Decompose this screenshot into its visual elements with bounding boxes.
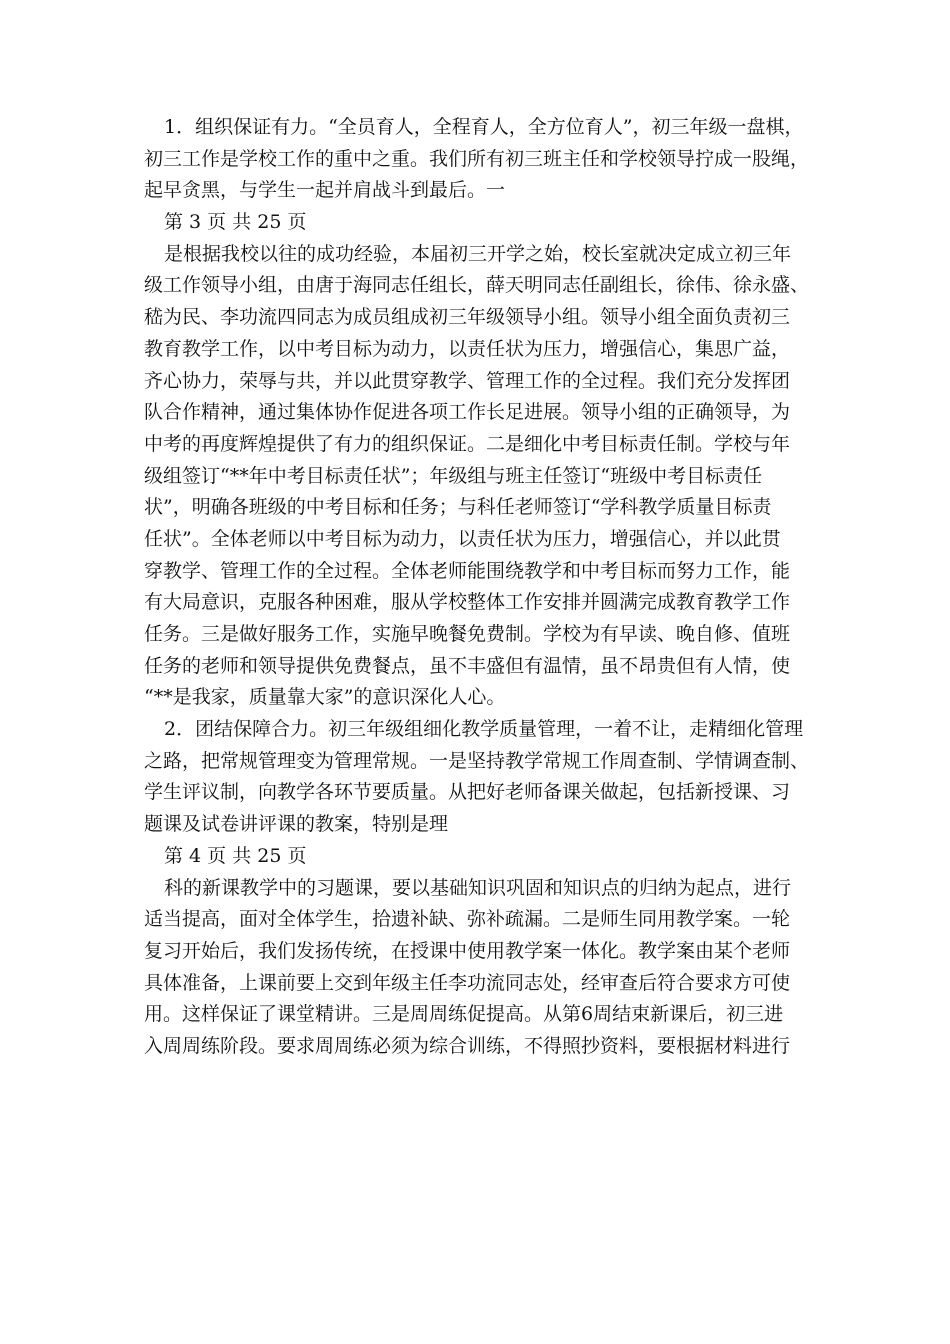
text-line: 1．组织保证有力。“全员育人，全程育人，全方位育人”，初三年级一盘棋， xyxy=(164,116,804,138)
text-line: 用。这样保证了课堂精讲。三是周周练促提高。从第6周结束新课后，初三进 xyxy=(144,1003,784,1026)
text-line: 学生评议制，向教学各环节要质量。从把好老师备课关做起，包括新授课、习 xyxy=(144,781,791,804)
text-line: 科的新课教学中的习题课，要以基础知识巩固和知识点的归纳为起点，进行 xyxy=(164,876,792,899)
text-line: 复习开始后，我们发扬传统，在授课中使用教学案一体化。教学案由某个老师 xyxy=(144,939,791,962)
text-line: 入周周练阶段。要求周周练必须为综合训练，不得照抄资料，要根据材料进行 xyxy=(144,1034,791,1057)
text-line: 起早贪黑，与学生一起并肩战斗到最后。一 xyxy=(144,179,506,202)
text-line: 级组签订“**年中考目标责任状”；年级组与班主任签订“班级中考目标责任 xyxy=(144,464,763,487)
text-line: 齐心协力，荣辱与共，并以此贯穿教学、管理工作的全过程。我们充分发挥团 xyxy=(144,369,791,392)
page-number-footer: 第 4 页 共 25 页 xyxy=(164,844,307,867)
text-line: 具体准备，上课前要上交到年级主任李功流同志处，经审查后符合要求方可使 xyxy=(144,971,791,994)
text-line: 任务的老师和领导提供免费餐点，虽不丰盛但有温情，虽不昂贵但有人情，使 xyxy=(144,654,791,677)
text-line: 中考的再度辉煌提供了有力的组织保证。二是细化中考目标责任制。学校与年 xyxy=(144,432,791,455)
text-line: 之路，把常规管理变为管理常规。一是坚持教学常规工作周查制、学情调查制、 xyxy=(144,749,809,772)
text-line: 状”，明确各班级的中考目标和任务；与科任老师签订“学科教学质量目标责 xyxy=(144,496,772,519)
text-line: 教育教学工作，以中考目标为动力，以责任状为压力，增强信心，集思广益， xyxy=(144,337,791,360)
document-body xyxy=(144,112,809,1063)
text-line: 级工作领导小组，由唐于海同志任组长，薛天明同志任副组长，徐伟、徐永盛、 xyxy=(144,274,809,297)
page-number-footer: 第 3 页 共 25 页 xyxy=(164,211,307,234)
text-line: 队合作精神，通过集体协作促进各项工作长足进展。领导小组的正确领导，为 xyxy=(144,401,791,424)
text-line: 2．团结保障合力。初三年级组细化教学质量管理，一着不让，走精细化管理 xyxy=(164,718,804,741)
text-line: 适当提高，面对全体学生，拾遗补缺、弥补疏漏。二是师生同用教学案。一轮 xyxy=(144,908,791,931)
text-line: 有大局意识，克服各种困难，服从学校整体工作安排并圆满完成教育教学工作 xyxy=(144,591,791,614)
text-line: 初三工作是学校工作的重中之重。我们所有初三班主任和学校领导拧成一股绳， xyxy=(144,147,809,170)
text-line: “**是我家，质量靠大家”的意识深化人心。 xyxy=(144,686,506,709)
text-line: 任状”。全体老师以中考目标为动力，以责任状为压力，增强信心，并以此贯 xyxy=(144,527,781,550)
text-line: 题课及试卷讲评课的教案，特别是理 xyxy=(144,813,449,836)
text-line: 是根据我校以往的成功经验，本届初三开学之始，校长室就决定成立初三年 xyxy=(164,242,792,265)
text-line: 任务。三是做好服务工作，实施早晚餐免费制。学校为有早读、晚自修、值班 xyxy=(144,623,791,645)
text-line: 穿教学、管理工作的全过程。全体老师能围绕教学和中考目标而努力工作，能 xyxy=(144,559,791,582)
text-line: 嵇为民、李功流四同志为成员组成初三年级领导小组。领导小组全面负责初三 xyxy=(144,306,791,329)
